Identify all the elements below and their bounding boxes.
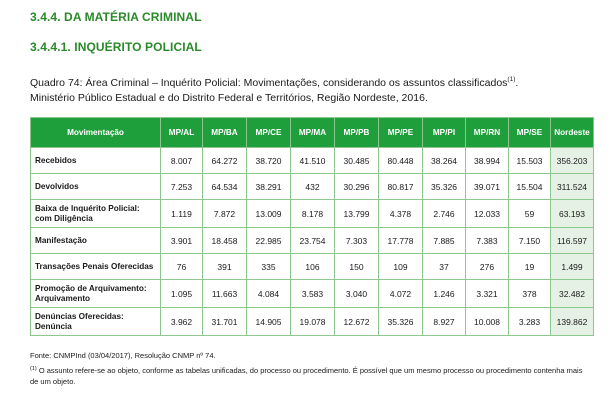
value-cell: 3.321 (466, 280, 509, 308)
table-row (31, 148, 594, 174)
value-cell: 38.264 (423, 148, 466, 174)
header-mp-ma: MP/MA (291, 118, 335, 148)
value-cell: 4.378 (379, 200, 423, 228)
header-mp-al: MP/AL (161, 118, 203, 148)
row-label (31, 148, 161, 174)
value-cell: 276 (466, 254, 509, 280)
value-cell: 13.799 (335, 200, 379, 228)
table-row (31, 280, 594, 308)
table-row (31, 308, 594, 336)
value-cell: 391 (203, 254, 247, 280)
value-cell: 1.499 (551, 254, 594, 280)
value-cell: 7.303 (335, 228, 379, 254)
value-cell: 10.008 (466, 308, 509, 336)
value-cell: 38.720 (247, 148, 291, 174)
value-cell: 15.504 (509, 174, 551, 200)
value-cell: 32.482 (551, 280, 594, 308)
value-cell: 432 (291, 174, 335, 200)
value-cell: 356.203 (551, 148, 594, 174)
header-mp-pb: MP/PB (335, 118, 379, 148)
value-cell: 3.901 (161, 228, 203, 254)
subsection-heading: 3.4.4.1. INQUÉRITO POLICIAL (30, 40, 202, 54)
row-label (31, 280, 161, 308)
value-cell: 19.078 (291, 308, 335, 336)
value-cell: 7.872 (203, 200, 247, 228)
header-mp-rn: MP/RN (466, 118, 509, 148)
row-label-line: com Diligência (35, 213, 93, 223)
source-note: Fonte: CNMPInd (03/04/2017), Resolução CNMP nº 74. (30, 351, 216, 360)
row-label-line: Devolvidos (35, 181, 79, 191)
value-cell: 22.985 (247, 228, 291, 254)
value-cell: 4.072 (379, 280, 423, 308)
footnote-marker: (1) (30, 366, 37, 372)
value-cell: 31.701 (203, 308, 247, 336)
value-cell: 35.326 (379, 308, 423, 336)
value-cell: 3.962 (161, 308, 203, 336)
row-label (31, 308, 161, 336)
value-cell: 41.510 (291, 148, 335, 174)
value-cell: 378 (509, 280, 551, 308)
value-cell: 311.524 (551, 174, 594, 200)
header-mp-pe: MP/PE (379, 118, 423, 148)
value-cell: 18.458 (203, 228, 247, 254)
value-cell: 59 (509, 200, 551, 228)
value-cell: 8.927 (423, 308, 466, 336)
value-cell: 80.448 (379, 148, 423, 174)
value-cell: 3.283 (509, 308, 551, 336)
row-label (31, 174, 161, 200)
header-nordeste: Nordeste (551, 118, 594, 148)
value-cell: 2.746 (423, 200, 466, 228)
value-cell: 35.326 (423, 174, 466, 200)
value-cell: 14.905 (247, 308, 291, 336)
value-cell: 38.291 (247, 174, 291, 200)
value-cell: 150 (335, 254, 379, 280)
value-cell: 63.193 (551, 200, 594, 228)
value-cell: 7.253 (161, 174, 203, 200)
value-cell: 335 (247, 254, 291, 280)
row-label-line: Recebidos (35, 155, 77, 165)
row-label (31, 254, 161, 280)
value-cell: 8.007 (161, 148, 203, 174)
value-cell: 64.534 (203, 174, 247, 200)
footnote-text: O assunto refere-se ao objeto, conforme as tabelas unificadas, do processo ou procedimento. É possível que um mesmo processo ou procedimento contenha mais de um objeto. (30, 366, 583, 386)
value-cell: 7.885 (423, 228, 466, 254)
row-label (31, 228, 161, 254)
value-cell: 3.583 (291, 280, 335, 308)
row-label-line: Arquivamento (35, 293, 91, 303)
header-movimentacao: Movimentação (31, 118, 161, 148)
value-cell: 109 (379, 254, 423, 280)
footnote-marker: (1) (507, 76, 516, 83)
caption-line-1: Quadro 74: Área Criminal – Inquérito Policial: Movimentações, considerando os assuntos classificados$^{(1)}$. (30, 76, 519, 89)
value-cell: 116.597 (551, 228, 594, 254)
value-cell: 12.033 (466, 200, 509, 228)
value-cell: 7.383 (466, 228, 509, 254)
table-row (31, 174, 594, 200)
value-cell: 1.095 (161, 280, 203, 308)
movements-table (30, 117, 594, 336)
value-cell: 23.754 (291, 228, 335, 254)
value-cell: 3.040 (335, 280, 379, 308)
row-label-line: Transações Penais Oferecidas (35, 261, 154, 271)
row-label-line: Denúncias Oferecidas: (35, 311, 124, 321)
row-label-line: Denúncia (35, 321, 72, 331)
value-cell: 15.503 (509, 148, 551, 174)
row-label-line: Promoção de Arquivamento: (35, 283, 147, 293)
table-row (31, 228, 594, 254)
caption-line-2: Ministério Público Estadual e do Distrito Federal e Territórios, Região Nordeste, 2016. (30, 92, 428, 104)
row-label (31, 200, 161, 228)
row-label-line: Baixa de Inquérito Policial: (35, 203, 140, 213)
table-caption (30, 72, 518, 106)
value-cell: 17.778 (379, 228, 423, 254)
footnote (30, 364, 590, 387)
value-cell: 139.862 (551, 308, 594, 336)
value-cell: 13.009 (247, 200, 291, 228)
value-cell: 76 (161, 254, 203, 280)
value-cell: 80.817 (379, 174, 423, 200)
value-cell: 12.672 (335, 308, 379, 336)
value-cell: 1.119 (161, 200, 203, 228)
value-cell: 30.485 (335, 148, 379, 174)
header-mp-pi: MP/PI (423, 118, 466, 148)
header-mp-ce: MP/CE (247, 118, 291, 148)
value-cell: 4.084 (247, 280, 291, 308)
value-cell: 11.663 (203, 280, 247, 308)
table-header-row (31, 118, 594, 148)
value-cell: 64.272 (203, 148, 247, 174)
value-cell: 37 (423, 254, 466, 280)
section-heading: 3.4.4. DA MATÉRIA CRIMINAL (30, 10, 202, 24)
value-cell: 1.246 (423, 280, 466, 308)
value-cell: 8.178 (291, 200, 335, 228)
value-cell: 19 (509, 254, 551, 280)
table-row (31, 200, 594, 228)
value-cell: 30.296 (335, 174, 379, 200)
value-cell: 39.071 (466, 174, 509, 200)
value-cell: 106 (291, 254, 335, 280)
header-mp-se: MP/SE (509, 118, 551, 148)
table-row (31, 254, 594, 280)
row-label-line: Manifestação (35, 235, 87, 245)
value-cell: 38.994 (466, 148, 509, 174)
value-cell: 7.150 (509, 228, 551, 254)
header-mp-ba: MP/BA (203, 118, 247, 148)
